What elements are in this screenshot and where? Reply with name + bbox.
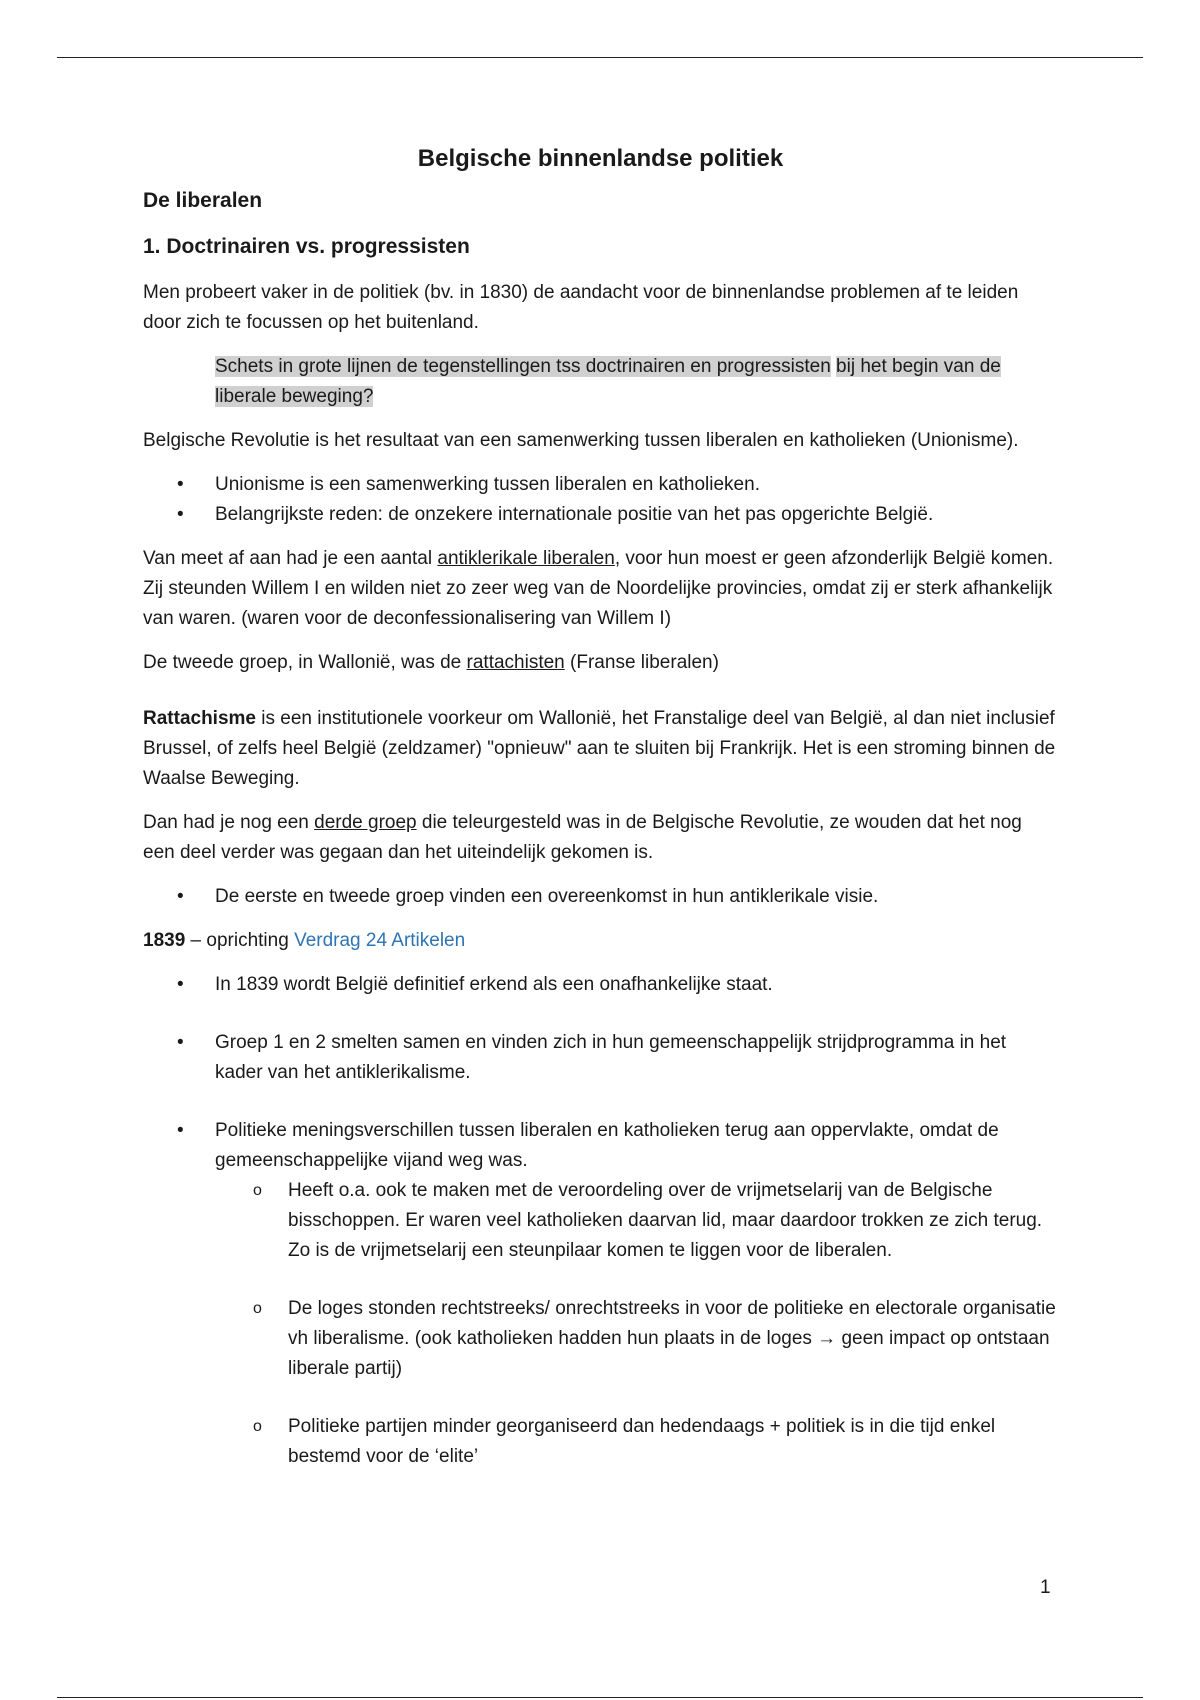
bullet-list-1839 (143, 970, 1058, 1176)
list-item: • In 1839 wordt België definitief erkend als een onafhankelijke staat. (143, 970, 1058, 1000)
intro-paragraph: Men probeert vaker in de politiek (bv. in 1830) de aandacht voor de binnenlandse problemen af te leiden door zich te focussen op het buitenland. (143, 282, 1019, 333)
list-item: • Politieke meningsverschillen tussen liberalen en katholieken terug aan oppervlakte, omdat de gemeenschappelijke vijand weg was. (143, 1116, 1058, 1176)
underlined-term: rattachisten (466, 652, 565, 673)
year-label: 1839 (143, 930, 186, 951)
list-item: • Belangrijkste reden: de onzekere internationale positie van het pas opgerichte België. (143, 500, 1058, 530)
document-body (143, 142, 1058, 1500)
list-item: o De loges stonden rechtstreeks/ onrechtstreeks in voor de politieke en electorale organisatie vh liberalisme. (ook katholieken hadden hun plaats in de loges → geen impact op ontstaan liberale partij) (143, 1294, 1058, 1384)
bullet-list-unionisme (143, 470, 1058, 530)
list-item: o Politieke partijen minder georganiseerd dan hedendaags + politiek is in die tijd enkel bestemd voor de ‘elite’ (143, 1412, 1058, 1472)
tweede-groep-paragraph: De tweede groep, in Wallonië, was de rattachisten (Franse liberalen) (143, 652, 719, 673)
year-1839-line: 1839 – oprichting Verdrag 24 Artikelen (143, 930, 466, 951)
header-rule (57, 57, 1143, 58)
question-highlight-2: bij het begin van de liberale beweging? (215, 356, 1001, 407)
exam-question (215, 352, 1058, 412)
revolutie-paragraph: Belgische Revolutie is het resultaat van een samenwerking tussen liberalen en katholieken (Unionisme). (143, 430, 1019, 451)
antiklerikale-paragraph: Van meet af aan had je een aantal antiklerikale liberalen, voor hun moest er geen afzonderlijk België komen. Zij steunden Willem I en wilden niet zo zeer weg van de Noordelijke provincies, omdat zij er sterk afhankelijk van waren. (waren voor de deconfessionalisering van Willem I) (143, 548, 1054, 629)
page-number: 1 (1040, 1577, 1051, 1598)
footer-rule (57, 1697, 1143, 1698)
bold-term: Rattachisme (143, 708, 256, 729)
bullet-list-overeenkomst (143, 882, 1058, 912)
subsection-heading: 1. Doctrinairen vs. progressisten (143, 235, 470, 258)
verdrag-link[interactable]: Verdrag 24 Artikelen (294, 930, 466, 951)
list-item: • De eerste en tweede groep vinden een overeenkomst in hun antiklerikale visie. (143, 882, 1058, 912)
derde-groep-paragraph: Dan had je nog een derde groep die teleurgesteld was in de Belgische Revolutie, ze wouden dat het nog een deel verder was gegaan dan het uiteindelijk gekomen is. (143, 812, 1022, 863)
rattachisme-paragraph: Rattachisme is een institutionele voorkeur om Wallonië, het Franstalige deel van België, al dan niet inclusief Brussel, of zelfs heel België (zeldzamer) "opnieuw" aan te sluiten bij Frankrijk. Het is een stroming binnen de Waalse Beweging. (143, 708, 1056, 789)
section-heading: De liberalen (143, 189, 263, 212)
list-item: • Groep 1 en 2 smelten samen en vinden zich in hun gemeenschappelijk strijdprogramma in het kader van het antiklerikalisme. (143, 1028, 1058, 1088)
question-highlight-1: Schets in grote lijnen de tegenstellingen tss doctrinairen en progressisten (215, 356, 831, 377)
document-title: Belgische binnenlandse politiek (417, 145, 784, 172)
underlined-term: derde groep (314, 812, 417, 833)
list-item: • Unionisme is een samenwerking tussen liberalen en katholieken. (143, 470, 1058, 500)
sub-bullet-list (143, 1176, 1058, 1472)
underlined-term: antiklerikale liberalen (437, 548, 615, 569)
list-item: o Heeft o.a. ook te maken met de veroordeling over de vrijmetselarij van de Belgische bisschoppen. Er waren veel katholieken daarvan lid, maar daardoor trokken ze zich terug. Zo is de vrijmetselarij een steunpilaar komen te liggen voor de liberalen. (143, 1176, 1058, 1266)
